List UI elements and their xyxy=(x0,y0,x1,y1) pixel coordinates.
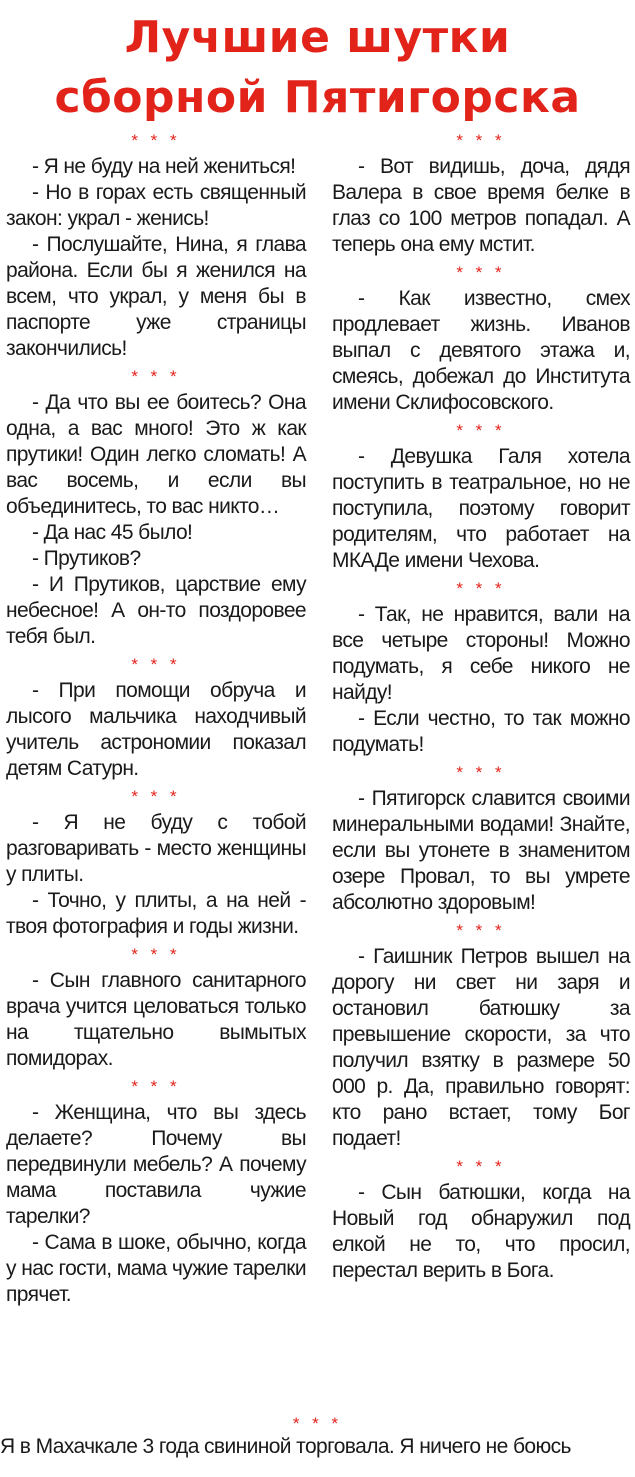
separator-stars: * * * xyxy=(456,763,506,782)
separator-stars: * * * xyxy=(456,421,506,440)
joke-block xyxy=(332,154,630,258)
joke-paragraph: - И Прутиков, царствие ему небесное! А он-то поздоровее тебя был. xyxy=(6,573,306,648)
joke-paragraph: - Так, не нравится, вали на все четыре стороны! Можно подумать, я себе никого не найду! xyxy=(332,603,630,704)
joke-block xyxy=(332,944,630,1152)
joke-block xyxy=(6,1100,306,1308)
joke-paragraph: - Сын главного санитарного врача учится целоваться только на тщательно вымытых помидорах. xyxy=(6,969,306,1070)
joke-paragraph: - При помощи обруча и лысого мальчика находчивый учитель астрономии показал детям Сатурн. xyxy=(6,679,306,780)
joke-block xyxy=(332,786,630,916)
bottom-joke-line: Я в Махачкале 3 года свининой торговала. Я ничего не боюсь xyxy=(0,1435,571,1458)
joke-block xyxy=(332,1180,630,1284)
separator-stars: * * * xyxy=(131,1077,181,1096)
headline-line-1: Лучшие шутки xyxy=(124,12,511,63)
separator-stars: * * * xyxy=(456,131,506,150)
right-column xyxy=(332,128,630,1288)
joke-paragraph: - Но в горах есть священный закон: украл - женись! xyxy=(6,181,306,230)
separator-stars: * * * xyxy=(131,655,181,674)
joke-block xyxy=(6,678,306,782)
left-column xyxy=(6,128,306,1312)
joke-paragraph: - Как известно, смех продлевает жизнь. Иванов выпал с девятого этажа и, смеясь, добежал до Института имени Склифосовского. xyxy=(332,287,630,414)
joke-block xyxy=(332,286,630,416)
joke-block xyxy=(6,810,306,940)
joke-block xyxy=(6,968,306,1072)
separator-stars: * * * xyxy=(131,367,181,386)
joke-block xyxy=(332,602,630,758)
joke-paragraph: - Девушка Галя хотела поступить в театральное, но не поступила, поэтому говорит родителям, что работает на МКАДе имени Чехова. xyxy=(332,445,630,572)
joke-paragraph: - Вот видишь, доча, дядя Валера в свое время белке в глаз со 100 метров попадал. А теперь она ему мстит. xyxy=(332,155,630,256)
joke-paragraph: - Если честно, то так можно подумать! xyxy=(332,707,630,756)
joke-block xyxy=(332,444,630,574)
joke-paragraph: - Я не буду с тобой разговаривать - место женщины у плиты. xyxy=(6,811,306,886)
headline xyxy=(0,8,635,128)
joke-paragraph: - Да что вы ее боитесь? Она одна, а вас много! Это ж как прутики! Один легко сломать! А вас восемь, и если вы объединитесь, то вас никто… xyxy=(6,391,306,518)
separator-stars: * * * xyxy=(131,787,181,806)
separator-stars: * * * xyxy=(456,579,506,598)
separator-stars: * * * xyxy=(292,1414,343,1433)
separator-stars: * * * xyxy=(131,945,181,964)
separator-stars: * * * xyxy=(131,131,181,150)
joke-paragraph: - Точно, у плиты, а на ней - твоя фотография и годы жизни. xyxy=(6,889,306,938)
headline-line-2: сборной Пятигорска xyxy=(54,72,581,123)
joke-paragraph: - Прутиков? xyxy=(32,547,141,570)
joke-paragraph: - Сын батюшки, когда на Новый год обнаружил под елкой не то, что просил, перестал верить в Бога. xyxy=(332,1181,630,1282)
separator-stars: * * * xyxy=(456,921,506,940)
joke-paragraph: - Пятигорск славится своими минеральными водами! Знайте, если вы утонете в знаменитом озере Провал, то вы умрете абсолютно здоровым! xyxy=(332,787,630,914)
joke-paragraph: - Да нас 45 было! xyxy=(32,521,193,544)
joke-block xyxy=(6,154,306,362)
joke-paragraph: - Я не буду на ней жениться! xyxy=(32,155,296,178)
joke-paragraph: - Женщина, что вы здесь делаете? Почему вы передвинули мебель? А почему мама поставила чужие тарелки? xyxy=(6,1101,306,1228)
joke-paragraph: - Сама в шоке, обычно, когда у нас гости, мама чужие тарелки прячет. xyxy=(6,1231,306,1306)
separator-stars: * * * xyxy=(456,1157,506,1176)
joke-block xyxy=(6,390,306,650)
joke-paragraph: - Гаишник Петров вышел на дорогу ни свет ни заря и остановил батюшку за превышение скорости, за что получил взятку в размере 50 000 р. Да, правильно говорят: кто рано встает, тому Бог подает! xyxy=(332,945,630,1150)
joke-paragraph: - Послушайте, Нина, я глава района. Если бы я женился на всем, что украл, у меня бы в паспорте уже страницы закончились! xyxy=(6,233,306,360)
separator-stars: * * * xyxy=(456,263,506,282)
